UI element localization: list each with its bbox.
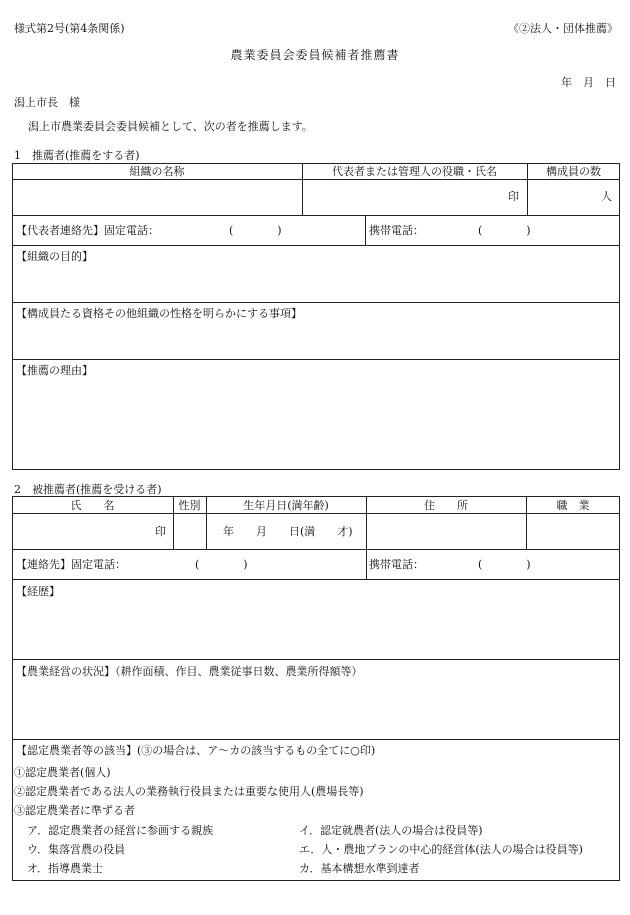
sub-option-a[interactable]: ア．認定農業者の経営に参画する親族 [27, 824, 214, 837]
col-representative: 代表者または管理人の役職・氏名 [332, 165, 497, 178]
nominee-mobile-paren[interactable]: ( ) [478, 558, 531, 571]
sub-option-u[interactable]: ウ．集落営農の役員 [27, 843, 126, 856]
farm-status-label: 【農業経営の状況】（耕作面積、作目、農業従事日数、農業所得額等） [16, 665, 363, 678]
nominee-landline-label: 【連絡先】固定電話： [16, 558, 126, 571]
certified-heading: 【認定農業者等の該当】(③の場合は、ア〜カの該当するもの全てに○印) [16, 744, 376, 757]
sub-option-i[interactable]: イ．認定就農者(法人の場合は役員等) [299, 824, 483, 837]
org-purpose-field[interactable] [13, 265, 619, 301]
addressee: 潟上市長 様 [14, 96, 80, 109]
nominee-birthdate-field[interactable]: 年 月 日(満 才) [223, 525, 353, 538]
rep-mobile-paren[interactable]: ( ) [478, 224, 531, 237]
date-line: 年 月 日 [561, 76, 616, 89]
section2-heading: 2 被推薦者(推薦を受ける者) [14, 483, 162, 496]
category-label: 《②法人・団体推薦》 [508, 22, 618, 35]
option-3[interactable]: ③認定農業者に準ずる者 [14, 804, 135, 817]
rep-landline-label: 【代表者連絡先】固定電話： [16, 224, 159, 237]
org-purpose-label: 【組織の目的】 [16, 250, 93, 263]
persons-unit: 人 [601, 190, 612, 203]
reason-label: 【推薦の理由】 [16, 364, 93, 377]
rep-mobile-label: 携帯電話： [369, 224, 424, 237]
document-title: 農業委員会委員候補者推薦書 [230, 48, 400, 62]
col-org-name: 組織の名称 [129, 165, 185, 178]
representative-field[interactable] [303, 186, 526, 208]
col-address: 住 所 [424, 499, 468, 512]
career-label: 【経歴】 [16, 585, 60, 598]
form-number: 様式第2号(第4条関係) [14, 22, 125, 35]
col-sex: 性別 [178, 499, 201, 512]
nominee-occupation-field[interactable] [527, 517, 619, 545]
col-member-count: 構成員の数 [546, 165, 601, 178]
nominee-sex-field[interactable] [174, 517, 205, 545]
intro-text: 潟上市農業委員会委員候補として、次の者を推薦します。 [28, 120, 313, 133]
rep-landline-paren[interactable]: ( ) [229, 224, 282, 237]
option-1[interactable]: ①認定農業者(個人) [14, 766, 111, 779]
seal-mark: 印 [508, 190, 519, 203]
option-2[interactable]: ②認定農業者である法人の業務執行役員または重要な使用人(農場長等) [14, 785, 364, 798]
reason-field[interactable] [13, 379, 619, 469]
nominee-seal-mark: 印 [155, 525, 166, 538]
member-qualification-field[interactable] [13, 322, 619, 358]
career-field[interactable] [13, 600, 619, 658]
sub-option-e[interactable]: エ．人・農地プランの中心的経営体(法人の場合は役員等) [299, 843, 583, 856]
sub-option-ka[interactable]: カ．基本構想水準到達者 [299, 862, 420, 875]
sub-option-o[interactable]: オ．指導農業士 [27, 862, 104, 875]
col-birthdate: 生年月日(満年齢) [243, 499, 329, 512]
nominee-name-field[interactable] [13, 517, 172, 545]
nominee-landline-paren[interactable]: ( ) [195, 558, 248, 571]
member-qualification-label: 【構成員たる資格その他組織の性格を明らかにする事項】 [16, 307, 302, 320]
col-occupation: 職 業 [556, 499, 590, 512]
nominee-mobile-label: 携帯電話： [369, 558, 424, 571]
org-name-field[interactable] [12, 186, 302, 208]
section1-heading: 1 推薦者(推薦をする者) [14, 149, 140, 162]
nominee-address-field[interactable] [367, 517, 525, 545]
col-name: 氏 名 [70, 499, 115, 512]
farm-status-field[interactable] [13, 680, 619, 738]
